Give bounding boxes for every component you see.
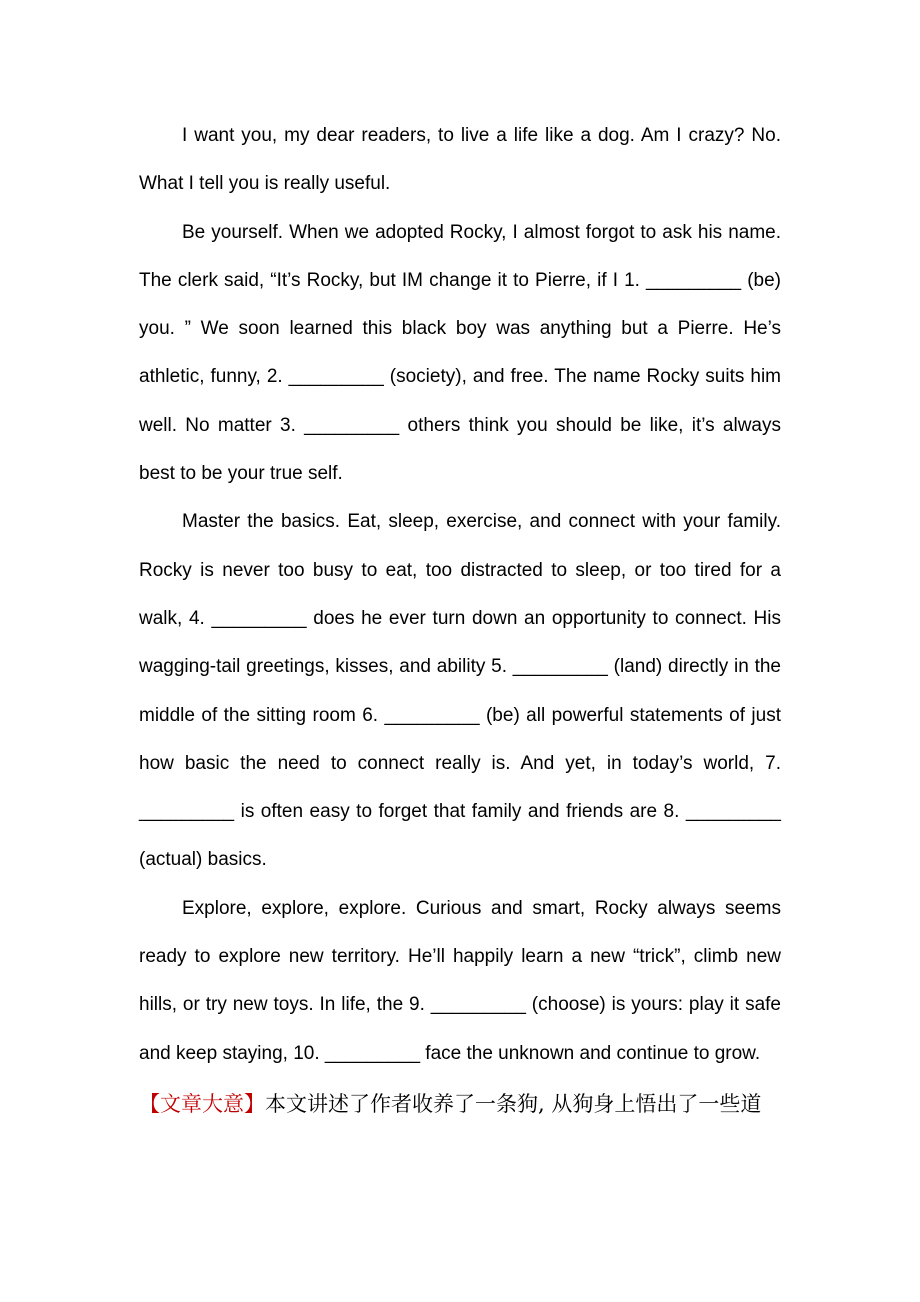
paragraph-explore: Explore, explore, explore. Curious and smart, Rocky always seems ready to explore new territory. He’ll happily learn a new “trick”, climb new hills, or try new toys. In life, the 9. _________ (choose) is yours: play it safe and keep staying, 10. _________ face the unknown and continue to grow. [139,897,781,1064]
summary-label: 【文章大意】 [139,1091,265,1116]
article-summary [139,1080,781,1128]
paragraph-be-yourself: Be yourself. When we adopted Rocky, I almost forgot to ask his name. The clerk said, “It’s Rocky, but IM change it to Pierre, if I 1. _________ (be) you. ” We soon learned this black boy was anything but a Pierre. He’s athletic, funny, 2. _________ (society), and free. The name Rocky suits him well. No matter 3. _________ others think you should be like, it’s always best to be your true self. [139,221,781,485]
summary-text: 本文讲述了作者收养了一条狗, 从狗身上悟出了一些道 [265,1091,762,1116]
paragraph-intro: I want you, my dear readers, to live a life like a dog. Am I crazy? No. What I tell you is really useful. [139,125,781,195]
document-page [139,112,781,1128]
paragraph-master-basics: Master the basics. Eat, sleep, exercise, and connect with your family. Rocky is never too busy to eat, too distracted to sleep, or too tired for a walk, 4. _________ does he ever turn down an opportunity to connect. His wagging-tail greetings, kisses, and ability 5. _________ (land) directly in the middle of the sitting room 6. _________ (be) all powerful statements of just how basic the need to connect really is. And yet, in today’s world, 7. _________ is often easy to forget that family and friends are 8. _________ (actual) basics. [139,511,781,871]
